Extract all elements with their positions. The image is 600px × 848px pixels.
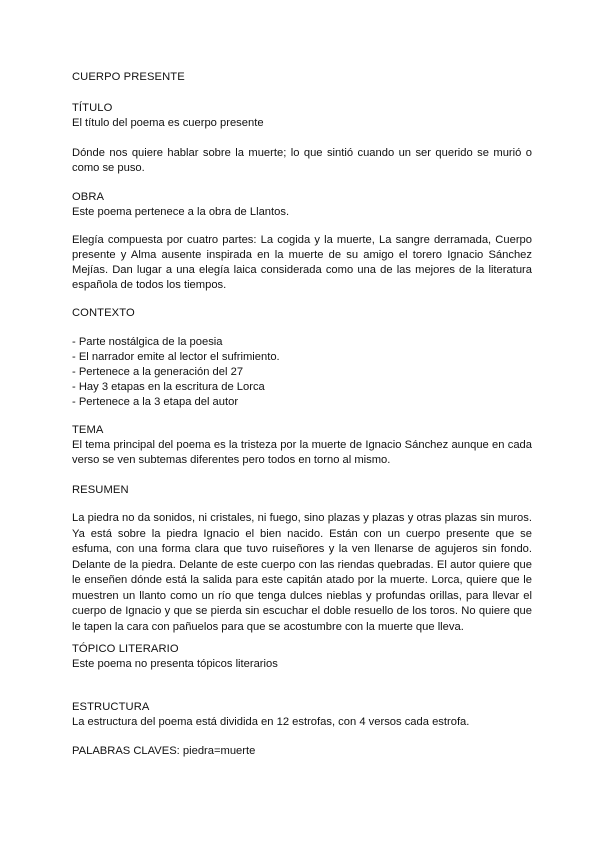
- obra-body-paragraph: Elegía compuesta por cuatro partes: La cogida y la muerte, La sangre derramada, Cuerpo presente y Alma ausente inspirada en la muerte de su amigo el torero Ignacio Sánchez Mejías. Dan lugar a una elegía laica considerada como una de las mejores de la literatura española de todos los tiempos.: [72, 234, 532, 291]
- contexto-list: [72, 335, 532, 410]
- estructura-text: La estructura del poema está dividida en 12 estrofas, con 4 versos cada estrofa.: [72, 716, 470, 728]
- topico-heading: TÓPICO LITERARIO: [72, 643, 179, 655]
- tema-section: [72, 423, 532, 468]
- estructura-heading: ESTRUCTURA: [72, 701, 150, 713]
- list-item: - Hay 3 etapas en la escritura de Lorca: [72, 381, 265, 393]
- estructura-section: [72, 700, 532, 730]
- titulo-text: El título del poema es cuerpo presente: [72, 117, 264, 129]
- topico-text: Este poema no presenta tópicos literarios: [72, 658, 278, 670]
- document-title: CUERPO PRESENTE: [72, 71, 185, 83]
- titulo-heading: TÍTULO: [72, 102, 113, 114]
- resumen-heading: RESUMEN: [72, 484, 129, 496]
- titulo-section: [72, 101, 532, 131]
- obra-section: [72, 190, 532, 220]
- tema-text: El tema principal del poema es la tristeza por la muerte de Ignacio Sánchez aunque en cada verso se ven subtemas diferentes pero todos en torno al mismo.: [72, 439, 532, 466]
- tema-heading: TEMA: [72, 424, 104, 436]
- list-item: - Pertenece a la generación del 27: [72, 366, 244, 378]
- resumen-paragraph: La piedra no da sonidos, ni cristales, ni fuego, sino plazas y plazas y otras plazas sin muros. Ya está sobre la piedra Ignacio el bien nacido. Están con un cuerpo presente que se esfuma, con una forma clara que tuvo ruiseñores y la ven llenarse de agujeros sin fondo. Delante de la piedra. Delante de este cuerpo con las riendas quebradas. El autor quiere que le enseñen dónde está la salida para este capitán atado por la muerte. Lorca, quiere que le muestren un llanto como un río que tenga dulces nieblas y profundas orillas, para llevar el cuerpo de Ignacio y que se pierda sin escuchar el doble resuello de los toros. No quiere que le tapen la cara con pañuelos para que se acostumbre con la muerte que lleva.: [72, 512, 532, 633]
- intro-paragraph: Dónde nos quiere hablar sobre la muerte; lo que sintió cuando un ser querido se murió o como se puso.: [72, 147, 532, 174]
- obra-heading: OBRA: [72, 191, 105, 203]
- topico-section: [72, 642, 532, 672]
- list-item: - Parte nostálgica de la poesia: [72, 336, 223, 348]
- obra-text: Este poema pertenece a la obra de Llantos.: [72, 206, 290, 218]
- contexto-heading: CONTEXTO: [72, 307, 135, 319]
- list-item: - Pertenece a la 3 etapa del autor: [72, 396, 239, 408]
- palabras-claves: PALABRAS CLAVES: piedra=muerte: [72, 745, 256, 757]
- list-item: - El narrador emite al lector el sufrimiento.: [72, 351, 280, 363]
